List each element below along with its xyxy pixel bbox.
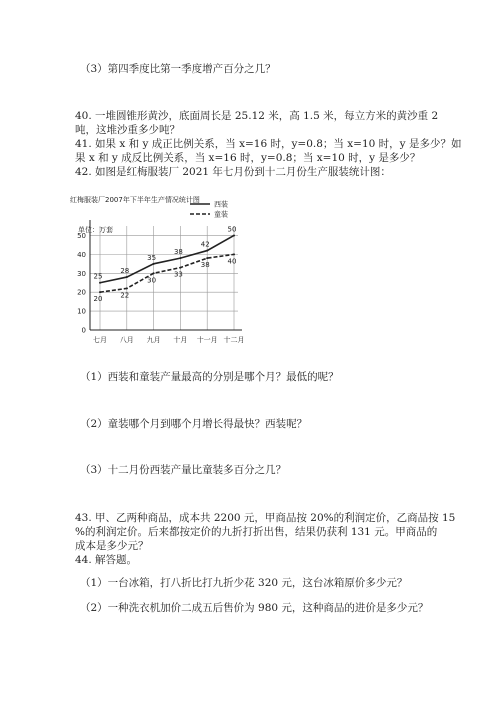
data-point bbox=[206, 250, 208, 252]
data-label: 30 bbox=[147, 276, 157, 285]
data-point bbox=[233, 234, 235, 236]
x-tick-label: 十二月 bbox=[223, 336, 245, 344]
y-tick-label: 50 bbox=[77, 231, 86, 240]
x-tick-label: 十月 bbox=[173, 336, 188, 344]
x-tick-label: 七月 bbox=[93, 336, 107, 344]
problem-43-line2: %的利润定价。后来都按定价的九折打折出售，结果仍获利 131 元。甲商品的 bbox=[75, 526, 438, 538]
problem-41-line2: 果 x 和 y 成反比例关系，当 x=16 时，y=0.8；当 x=10 时，y 是多少？ bbox=[75, 152, 421, 164]
data-label: 38 bbox=[200, 261, 210, 270]
data-label: 42 bbox=[200, 240, 210, 249]
legend-label: 童装 bbox=[214, 210, 228, 219]
data-label: 33 bbox=[173, 270, 183, 279]
data-point bbox=[153, 263, 155, 265]
problem-43-line1: 43. 甲、乙两种商品，成本共 2200 元，甲商品按 20%的利润定价，乙商品按 15 bbox=[75, 512, 456, 524]
problem-40-line1: 40. 一堆圆锥形黄沙，底面周长是 25.12 米，高 1.5 米，每立方米的黄沙重 2 bbox=[75, 110, 439, 122]
question-42-3: （3）十二月份西装产量比童装多百分之几？ bbox=[80, 464, 287, 476]
data-point bbox=[206, 257, 208, 259]
problem-43-line3: 成本是多少元？ bbox=[75, 540, 149, 552]
data-label: 20 bbox=[93, 295, 103, 304]
data-label: 35 bbox=[147, 253, 157, 262]
question-42-1: （1）西装和童装产量最高的分别是哪个月？最低的呢？ bbox=[80, 371, 339, 383]
chart-unit-label: 单位：万套 bbox=[78, 226, 113, 234]
data-label: 38 bbox=[173, 248, 183, 257]
x-tick-label: 八月 bbox=[119, 336, 134, 344]
x-tick-label: 十一月 bbox=[196, 336, 218, 344]
chart-title: 红梅服装厂2007年下半年生产情况统计图 bbox=[70, 196, 200, 204]
data-point bbox=[99, 282, 101, 284]
data-label: 40 bbox=[227, 257, 237, 266]
problem-44: 44. 解答题。 bbox=[75, 554, 138, 566]
data-point bbox=[126, 287, 128, 289]
legend-label: 西装 bbox=[214, 200, 228, 209]
y-tick-label: 40 bbox=[77, 250, 86, 259]
question-44-1: （1）一台冰箱，打八折比打九折少花 320 元，这台冰箱原价多少元？ bbox=[80, 577, 408, 589]
data-label: 28 bbox=[120, 267, 130, 276]
data-label: 50 bbox=[227, 225, 237, 234]
y-tick-label: 10 bbox=[77, 307, 86, 316]
problem-42: 42. 如图是红梅服装厂 2021 年七月份到十二月份生产服装统计图： bbox=[75, 166, 391, 178]
series-line-suits bbox=[100, 235, 234, 285]
y-tick-label: 0 bbox=[81, 326, 86, 335]
x-tick-label: 九月 bbox=[146, 336, 161, 344]
y-tick-label: 30 bbox=[77, 269, 86, 278]
data-label: 25 bbox=[93, 272, 103, 281]
q3-previous: （3）第四季度比第一季度增产百分之几？ bbox=[80, 63, 276, 75]
problem-40-line2: 吨，这堆沙重多少吨？ bbox=[75, 124, 180, 136]
production-line-chart bbox=[70, 190, 250, 355]
data-point bbox=[179, 267, 181, 269]
question-42-2: （2）童装哪个月到哪个月增长得最快？西装呢？ bbox=[80, 418, 308, 430]
data-point bbox=[153, 272, 155, 274]
data-point bbox=[233, 253, 235, 255]
y-tick-label: 20 bbox=[77, 288, 86, 297]
data-point bbox=[126, 276, 128, 278]
data-point bbox=[179, 257, 181, 259]
question-44-2: （2）一种洗衣机加价二成五后售价为 980 元，这种商品的进价是多少元？ bbox=[80, 602, 429, 614]
data-label: 22 bbox=[120, 291, 130, 300]
problem-41-line1: 41. 如果 x 和 y 成正比例关系，当 x=16 时，y=0.8；当 x=10 时，y 是多少？如 bbox=[75, 138, 462, 150]
data-point bbox=[99, 291, 101, 293]
